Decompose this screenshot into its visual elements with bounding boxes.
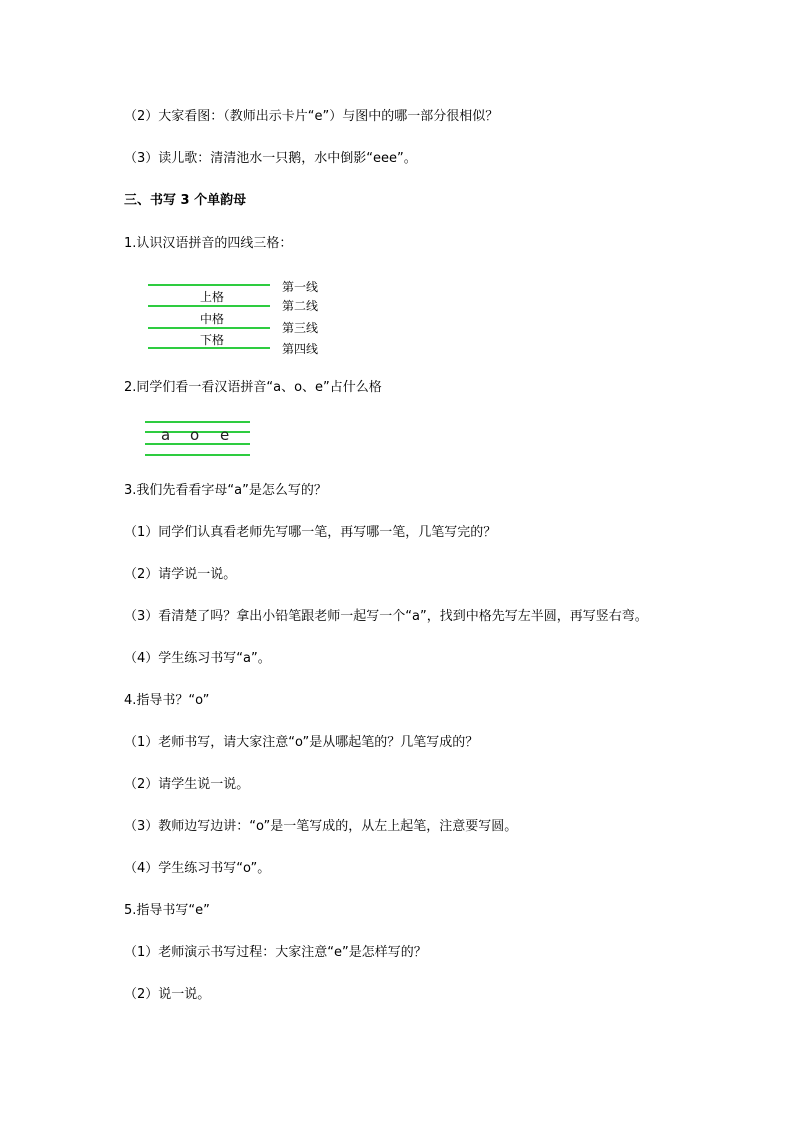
letter-a: a (161, 426, 171, 444)
text-line: （3）教师边写边讲：“o”是一笔写成的，从左上起笔，注意要写圆。 (124, 819, 518, 834)
text-line: （3）读儿歌：清清池水一只鹅，水中倒影“eee”。 (124, 151, 417, 166)
text-line: 1.认识汉语拼音的四线三格： (124, 236, 293, 251)
text-line: （1）同学们认真看老师先写哪一笔，再写哪一笔，几笔写完的？ (124, 525, 497, 540)
grid-label-middle: 中格 (200, 312, 225, 326)
grid-line-3 (148, 327, 270, 329)
text-line: （4）学生练习书写“o”。 (124, 861, 271, 876)
text-line: 2.同学们看一看汉语拼音“a、o、e”占什么格 (124, 380, 382, 395)
grid-line-1 (145, 421, 250, 423)
grid-line-4 (145, 454, 250, 456)
grid-label-lower: 下格 (200, 333, 225, 347)
line-label-1: 第一线 (282, 280, 319, 294)
text-line: （3）看清楚了吗？拿出小铅笔跟老师一起写一个“a”，找到中格先写左半圆，再写竖右弯。 (124, 609, 648, 624)
grid-line-1 (148, 284, 270, 286)
text-line: （2）请学说一说。 (124, 567, 237, 582)
text-line: 4.指导书？“o” (124, 693, 210, 708)
text-line: （4）学生练习书写“a”。 (124, 651, 271, 666)
text-line: （2）说一说。 (124, 987, 211, 1002)
line-label-3: 第三线 (282, 321, 319, 335)
text-line: 3.我们先看看字母“a”是怎么写的？ (124, 483, 327, 498)
line-label-4: 第四线 (282, 342, 319, 356)
letter-o: o (190, 426, 200, 444)
section-heading: 三、书写 3 个单韵母 (124, 193, 247, 208)
text-line: （1）老师演示书写过程：大家注意“e”是怎样写的？ (124, 945, 427, 960)
letter-e: e (220, 426, 230, 444)
text-line: （2）请学生说一说。 (124, 777, 250, 792)
grid-label-upper: 上格 (200, 290, 225, 304)
text-line: （2）大家看图：（教师出示卡片“e”）与图中的哪一部分很相似？ (124, 109, 499, 124)
text-line: 5.指导书写“e” (124, 903, 210, 918)
grid-line-2 (148, 305, 270, 307)
line-label-2: 第二线 (282, 299, 319, 313)
text-line: （1）老师书写，请大家注意“o”是从哪起笔的？几笔写成的？ (124, 735, 479, 750)
